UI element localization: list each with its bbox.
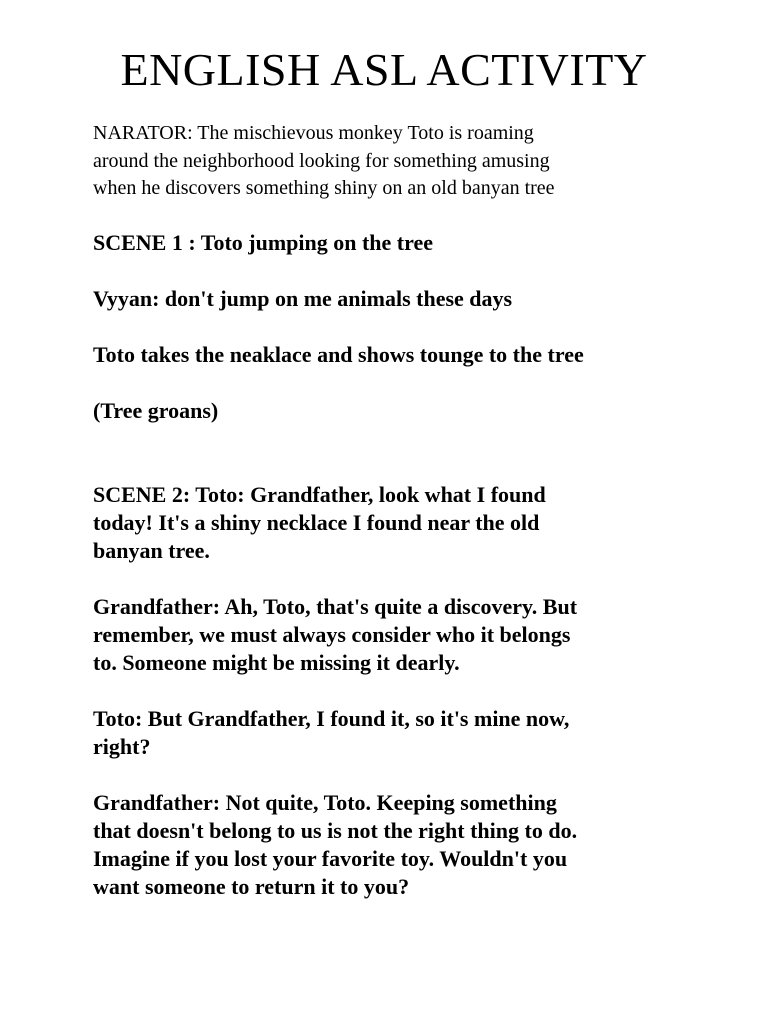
narrator-line: around the neighborhood looking for something amusing xyxy=(93,149,550,172)
tree-groans-line: (Tree groans) xyxy=(93,398,219,423)
scene1-heading: SCENE 1 : Toto jumping on the tree xyxy=(93,230,434,255)
narrator-paragraph xyxy=(93,120,693,203)
scene2-line: SCENE 2: Toto: Grandfather, look what I found xyxy=(93,482,546,507)
vyyan-line: Vyyan: don't jump on me animals these days xyxy=(93,286,513,311)
scene2-paragraph xyxy=(93,481,693,565)
grandfather1-line: Grandfather: Ah, Toto, that's quite a discovery. But xyxy=(93,594,578,619)
narrator-line: NARATOR: The mischievous monkey Toto is roaming xyxy=(93,122,534,144)
scene2-line: banyan tree. xyxy=(93,538,210,563)
grandfather2-line: want someone to return it to you? xyxy=(93,874,410,899)
narrator-line: when he discovers something shiny on an old banyan tree xyxy=(93,177,555,199)
grandfather2-line: Imagine if you lost your favorite toy. Wouldn't you xyxy=(93,846,568,871)
grandfather1-line: to. Someone might be missing it dearly. xyxy=(93,650,460,675)
grandfather1-line: remember, we must always consider who it belongs xyxy=(93,622,571,647)
scene2-line: today! It's a shiny necklace I found near the old xyxy=(93,510,540,535)
grandfather2-line: Grandfather: Not quite, Toto. Keeping something xyxy=(93,790,557,815)
toto2-line: right? xyxy=(93,734,151,759)
grandfather-paragraph-2 xyxy=(93,789,693,901)
toto-paragraph-2 xyxy=(93,705,693,761)
grandfather2-line: that doesn't belong to us is not the right thing to do. xyxy=(93,818,578,843)
grandfather-paragraph-1 xyxy=(93,593,693,677)
toto2-line: Toto: But Grandfather, I found it, so it's mine now, xyxy=(93,706,570,731)
document-title: ENGLISH ASL ACTIVITY xyxy=(120,44,648,95)
toto-takes-line: Toto takes the neaklace and shows tounge to the tree xyxy=(93,342,584,367)
